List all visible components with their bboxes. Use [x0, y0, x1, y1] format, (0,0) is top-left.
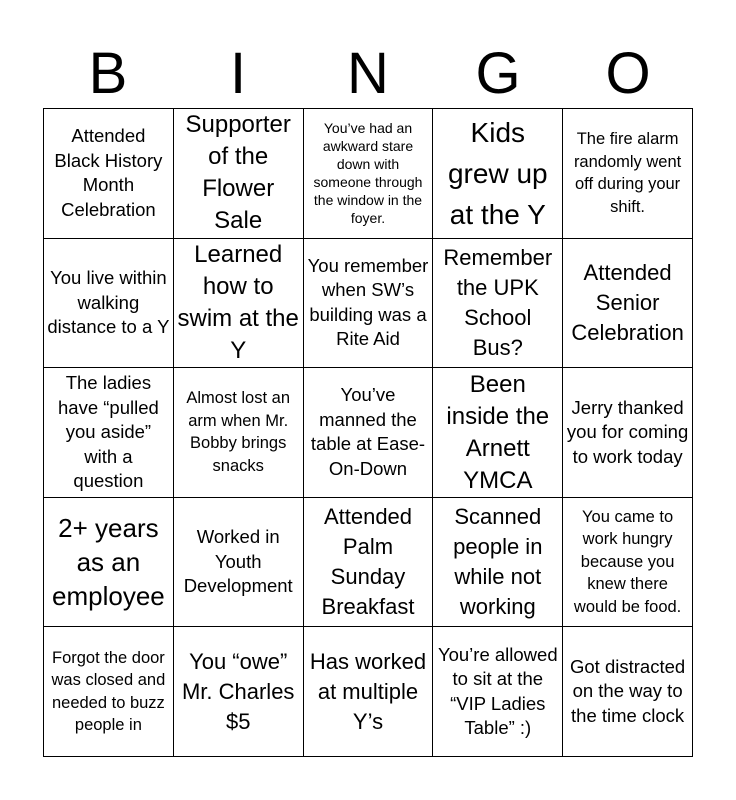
bingo-cell-text: Worked in Youth Development: [183, 526, 293, 597]
bingo-cell[interactable]: [304, 498, 434, 628]
bingo-cell-text: The fire alarm randomly went off during your shift.: [573, 130, 682, 216]
bingo-cell-text: Jerry thanked you for coming to work today: [566, 396, 689, 467]
bingo-cell-text: You’ve manned the table at Ease-On-Down: [310, 384, 426, 479]
bingo-cell-text: 2+ years as an employee: [52, 513, 165, 612]
bingo-cell-text: Attended Senior Celebration: [571, 259, 684, 345]
header-letter-b: B: [88, 41, 128, 106]
bingo-cell-text: Scanned people in while not working: [453, 504, 543, 620]
bingo-cell[interactable]: [174, 627, 304, 757]
bingo-cell[interactable]: [433, 627, 563, 757]
bingo-card: [43, 108, 693, 757]
bingo-cell-text: You live within walking distance to a Y: [47, 267, 170, 338]
bingo-cell[interactable]: [433, 239, 563, 369]
bingo-cell[interactable]: [433, 109, 563, 239]
bingo-cell-text: Almost lost an arm when Mr. Bobby brings snacks: [186, 389, 290, 475]
bingo-cell-text: You “owe” Mr. Charles $5: [181, 648, 295, 734]
bingo-cell[interactable]: [174, 368, 304, 498]
bingo-cell-text: Has worked at multiple Y’s: [309, 648, 427, 734]
bingo-cell[interactable]: [563, 239, 693, 369]
bingo-cell-text: Been inside the Arnett YMCA: [446, 370, 550, 494]
bingo-cell-text: Attended Black History Month Celebration: [54, 125, 163, 220]
bingo-cell[interactable]: [174, 109, 304, 239]
bingo-cell[interactable]: [563, 368, 693, 498]
bingo-cell-text: Forgot the door was closed and needed to buzz people in: [51, 648, 166, 735]
bingo-cell-text: You came to work hungry because you knew there would be food.: [573, 507, 682, 616]
bingo-cell-text: Learned how to swim at the Y: [177, 240, 299, 364]
header-letter-o: O: [605, 41, 651, 106]
bingo-cell[interactable]: [44, 368, 174, 498]
bingo-cell[interactable]: [44, 498, 174, 628]
bingo-cell-text: Got distracted on the way to the time clock: [570, 655, 686, 726]
bingo-cell[interactable]: [433, 498, 563, 628]
bingo-header: [43, 40, 693, 108]
bingo-cell[interactable]: [304, 627, 434, 757]
bingo-cell[interactable]: [174, 498, 304, 628]
bingo-cell-text: Kids grew up at the Y: [447, 116, 548, 230]
bingo-cell[interactable]: [174, 239, 304, 369]
bingo-cell[interactable]: [563, 627, 693, 757]
header-letter-g: G: [475, 41, 521, 106]
header-letter-i: I: [229, 41, 247, 106]
bingo-cell[interactable]: [304, 109, 434, 239]
bingo-cell-text: You’re allowed to sit at the “VIP Ladies Table” :): [437, 643, 558, 739]
bingo-cell[interactable]: [304, 368, 434, 498]
bingo-cell-text: The ladies have “pulled you aside” with a question: [58, 372, 159, 492]
bingo-cell[interactable]: [44, 627, 174, 757]
bingo-cell-text: Supporter of the Flower Sale: [185, 111, 291, 235]
bingo-cell-text: You’ve had an awkward stare down with someone through the window in the foyer.: [313, 120, 423, 227]
bingo-cell[interactable]: [44, 109, 174, 239]
bingo-cell[interactable]: [44, 239, 174, 369]
header-letter-n: N: [347, 41, 389, 106]
bingo-cell[interactable]: [304, 239, 434, 369]
bingo-cell[interactable]: [563, 498, 693, 628]
bingo-cell-text: Attended Palm Sunday Breakfast: [321, 504, 415, 620]
bingo-cell[interactable]: [433, 368, 563, 498]
bingo-cell-text: You remember when SW’s building was a Rite Aid: [307, 254, 429, 350]
bingo-cell-text: Remember the UPK School Bus?: [443, 244, 553, 360]
bingo-cell[interactable]: [563, 109, 693, 239]
